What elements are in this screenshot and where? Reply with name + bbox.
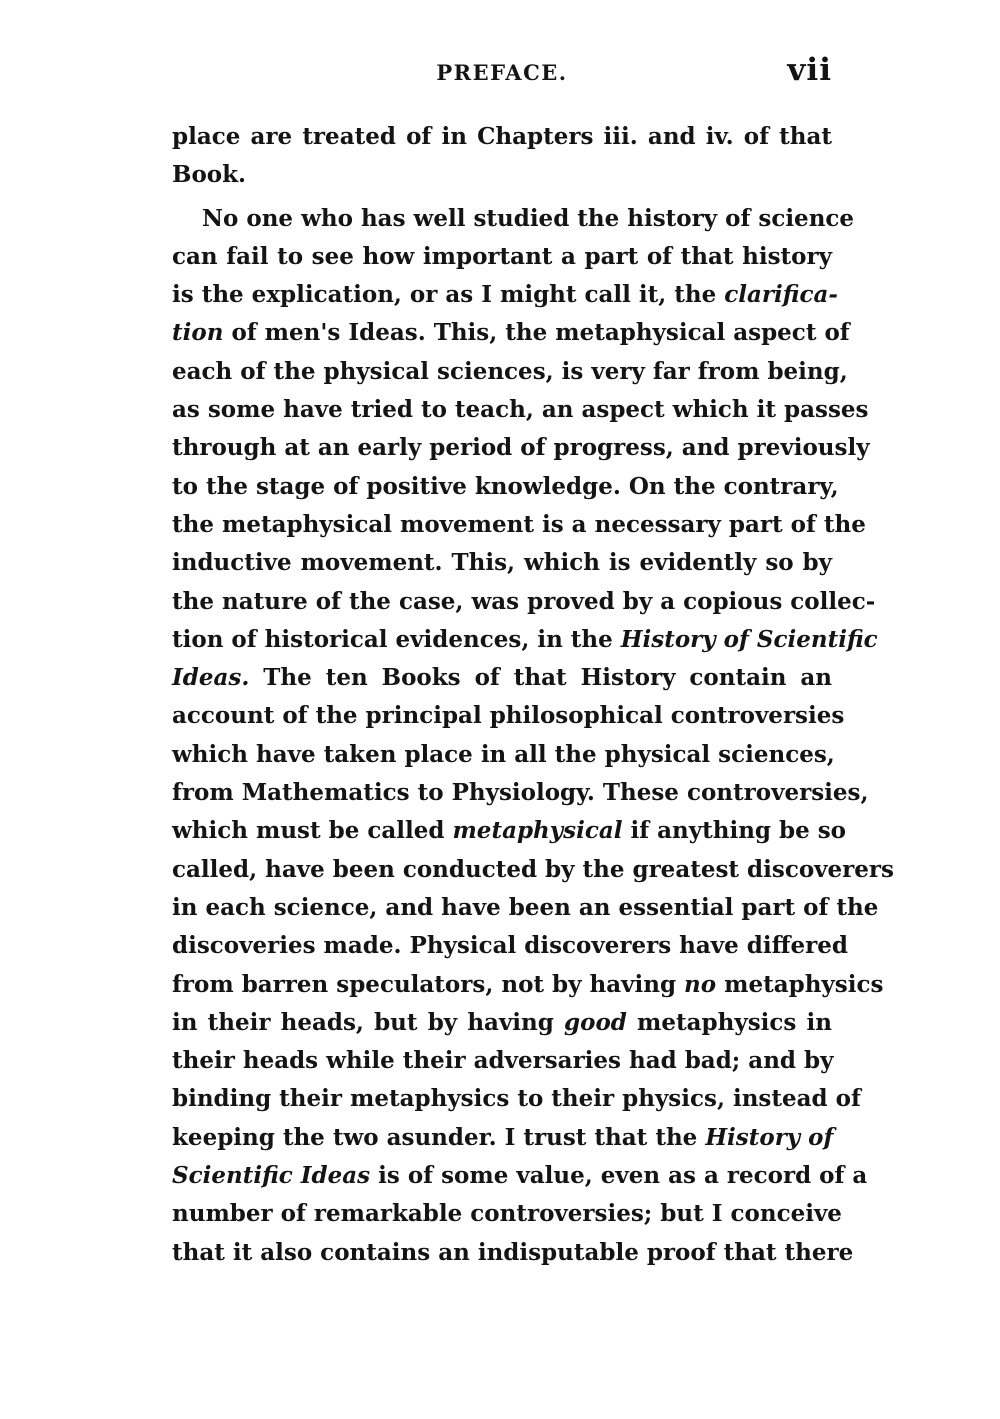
text-run: their heads while their adversaries had bad; and by xyxy=(172,1047,834,1075)
text-run: inductive movement. This, which is evidently so by xyxy=(172,549,832,577)
text-run: the nature of the case, was proved by a copious collec- xyxy=(172,587,876,615)
text-line xyxy=(172,156,832,194)
italic-run: no xyxy=(684,970,717,998)
text-line xyxy=(172,429,870,467)
text-run: in their heads, but by having xyxy=(172,1008,565,1036)
text-run: The ten Books of that History contain an xyxy=(249,664,832,692)
text-run: account of the principal philosophical controversies xyxy=(172,702,845,730)
text-run: in each science, and have been an essential part of the xyxy=(172,893,879,921)
italic-run: Ideas. xyxy=(172,664,250,692)
text-run: as some have tried to teach, an aspect which it passes xyxy=(172,396,869,424)
text-run: to the stage of positive knowledge. On the contrary, xyxy=(172,472,839,500)
text-line xyxy=(172,736,835,774)
text-line xyxy=(172,1042,832,1080)
text-line xyxy=(172,774,869,812)
text-run: if anything be so xyxy=(622,817,847,845)
text-run: is of some value, even as a record of a xyxy=(370,1162,868,1190)
text-run: from barren speculators, not by having xyxy=(172,970,685,998)
text-line xyxy=(172,506,866,544)
text-run: can fail to see how important a part of that history xyxy=(172,242,832,270)
text-line xyxy=(172,1004,832,1042)
italic-run: History of xyxy=(705,1123,834,1151)
running-head xyxy=(172,52,832,96)
text-run: that it also contains an indisputable proof that there xyxy=(172,1238,854,1266)
text-run: binding their metaphysics to their physics, instead of xyxy=(172,1085,861,1113)
text-line xyxy=(172,276,838,314)
text-line xyxy=(172,314,850,352)
text-run: called, have been conducted by the greatest discoverers xyxy=(172,855,894,883)
text-line xyxy=(172,583,876,621)
text-run: through at an early period of progress, and previously xyxy=(172,434,870,462)
body-text xyxy=(172,118,894,1272)
text-run: discoveries made. Physical discoverers have differed xyxy=(172,932,848,960)
text-line xyxy=(172,812,847,850)
text-run: of men's Ideas. This, the metaphysical aspect of xyxy=(223,319,850,347)
text-run: which must be called xyxy=(172,817,453,845)
text-line xyxy=(172,966,884,1004)
paragraph xyxy=(172,200,894,1272)
text-line xyxy=(172,1119,832,1157)
text-line xyxy=(172,544,832,582)
text-run: No one who has well studied the history of science xyxy=(202,204,855,232)
italic-run: clarifica- xyxy=(724,281,838,309)
running-head-title: PREFACE. xyxy=(436,60,568,85)
text-line xyxy=(172,238,832,276)
text-run: number of remarkable controversies; but I conceive xyxy=(172,1200,842,1228)
italic-run: metaphysical xyxy=(452,817,623,845)
text-run: keeping the two asunder. I trust that the xyxy=(172,1123,706,1151)
text-line xyxy=(172,851,894,889)
text-line xyxy=(172,927,848,965)
text-line xyxy=(172,200,855,238)
text-line xyxy=(172,659,832,697)
text-line xyxy=(172,697,845,735)
text-line xyxy=(172,1080,861,1118)
text-line xyxy=(172,889,879,927)
text-line xyxy=(172,391,869,429)
text-line xyxy=(172,621,878,659)
italic-run: Scientific Ideas xyxy=(172,1162,371,1190)
text-run: from Mathematics to Physiology. These controversies, xyxy=(172,779,869,807)
italic-run: tion xyxy=(172,319,224,347)
text-line xyxy=(172,353,848,391)
text-line xyxy=(172,468,839,506)
italic-run: History of Scientific xyxy=(620,625,878,653)
text-run: the metaphysical movement is a necessary part of the xyxy=(172,510,866,538)
text-run: tion of historical evidences, in the xyxy=(172,625,621,653)
paragraph xyxy=(172,118,832,195)
text-run: is the explication, or as I might call it, the xyxy=(172,281,725,309)
text-line xyxy=(172,1234,854,1272)
text-run: each of the physical sciences, is very far from being, xyxy=(172,357,848,385)
text-line xyxy=(172,1195,842,1233)
text-run: metaphysics xyxy=(716,970,884,998)
text-run: place are treated of in Chapters iii. and iv. of that xyxy=(172,123,832,150)
text-run: which have taken place in all the physical sciences, xyxy=(172,740,835,768)
page-number: vii xyxy=(787,52,832,88)
text-run: metaphysics in xyxy=(626,1008,832,1036)
text-line xyxy=(172,1157,868,1195)
text-run: Book. xyxy=(172,161,247,189)
text-line xyxy=(172,118,832,156)
italic-run: good xyxy=(564,1008,627,1036)
